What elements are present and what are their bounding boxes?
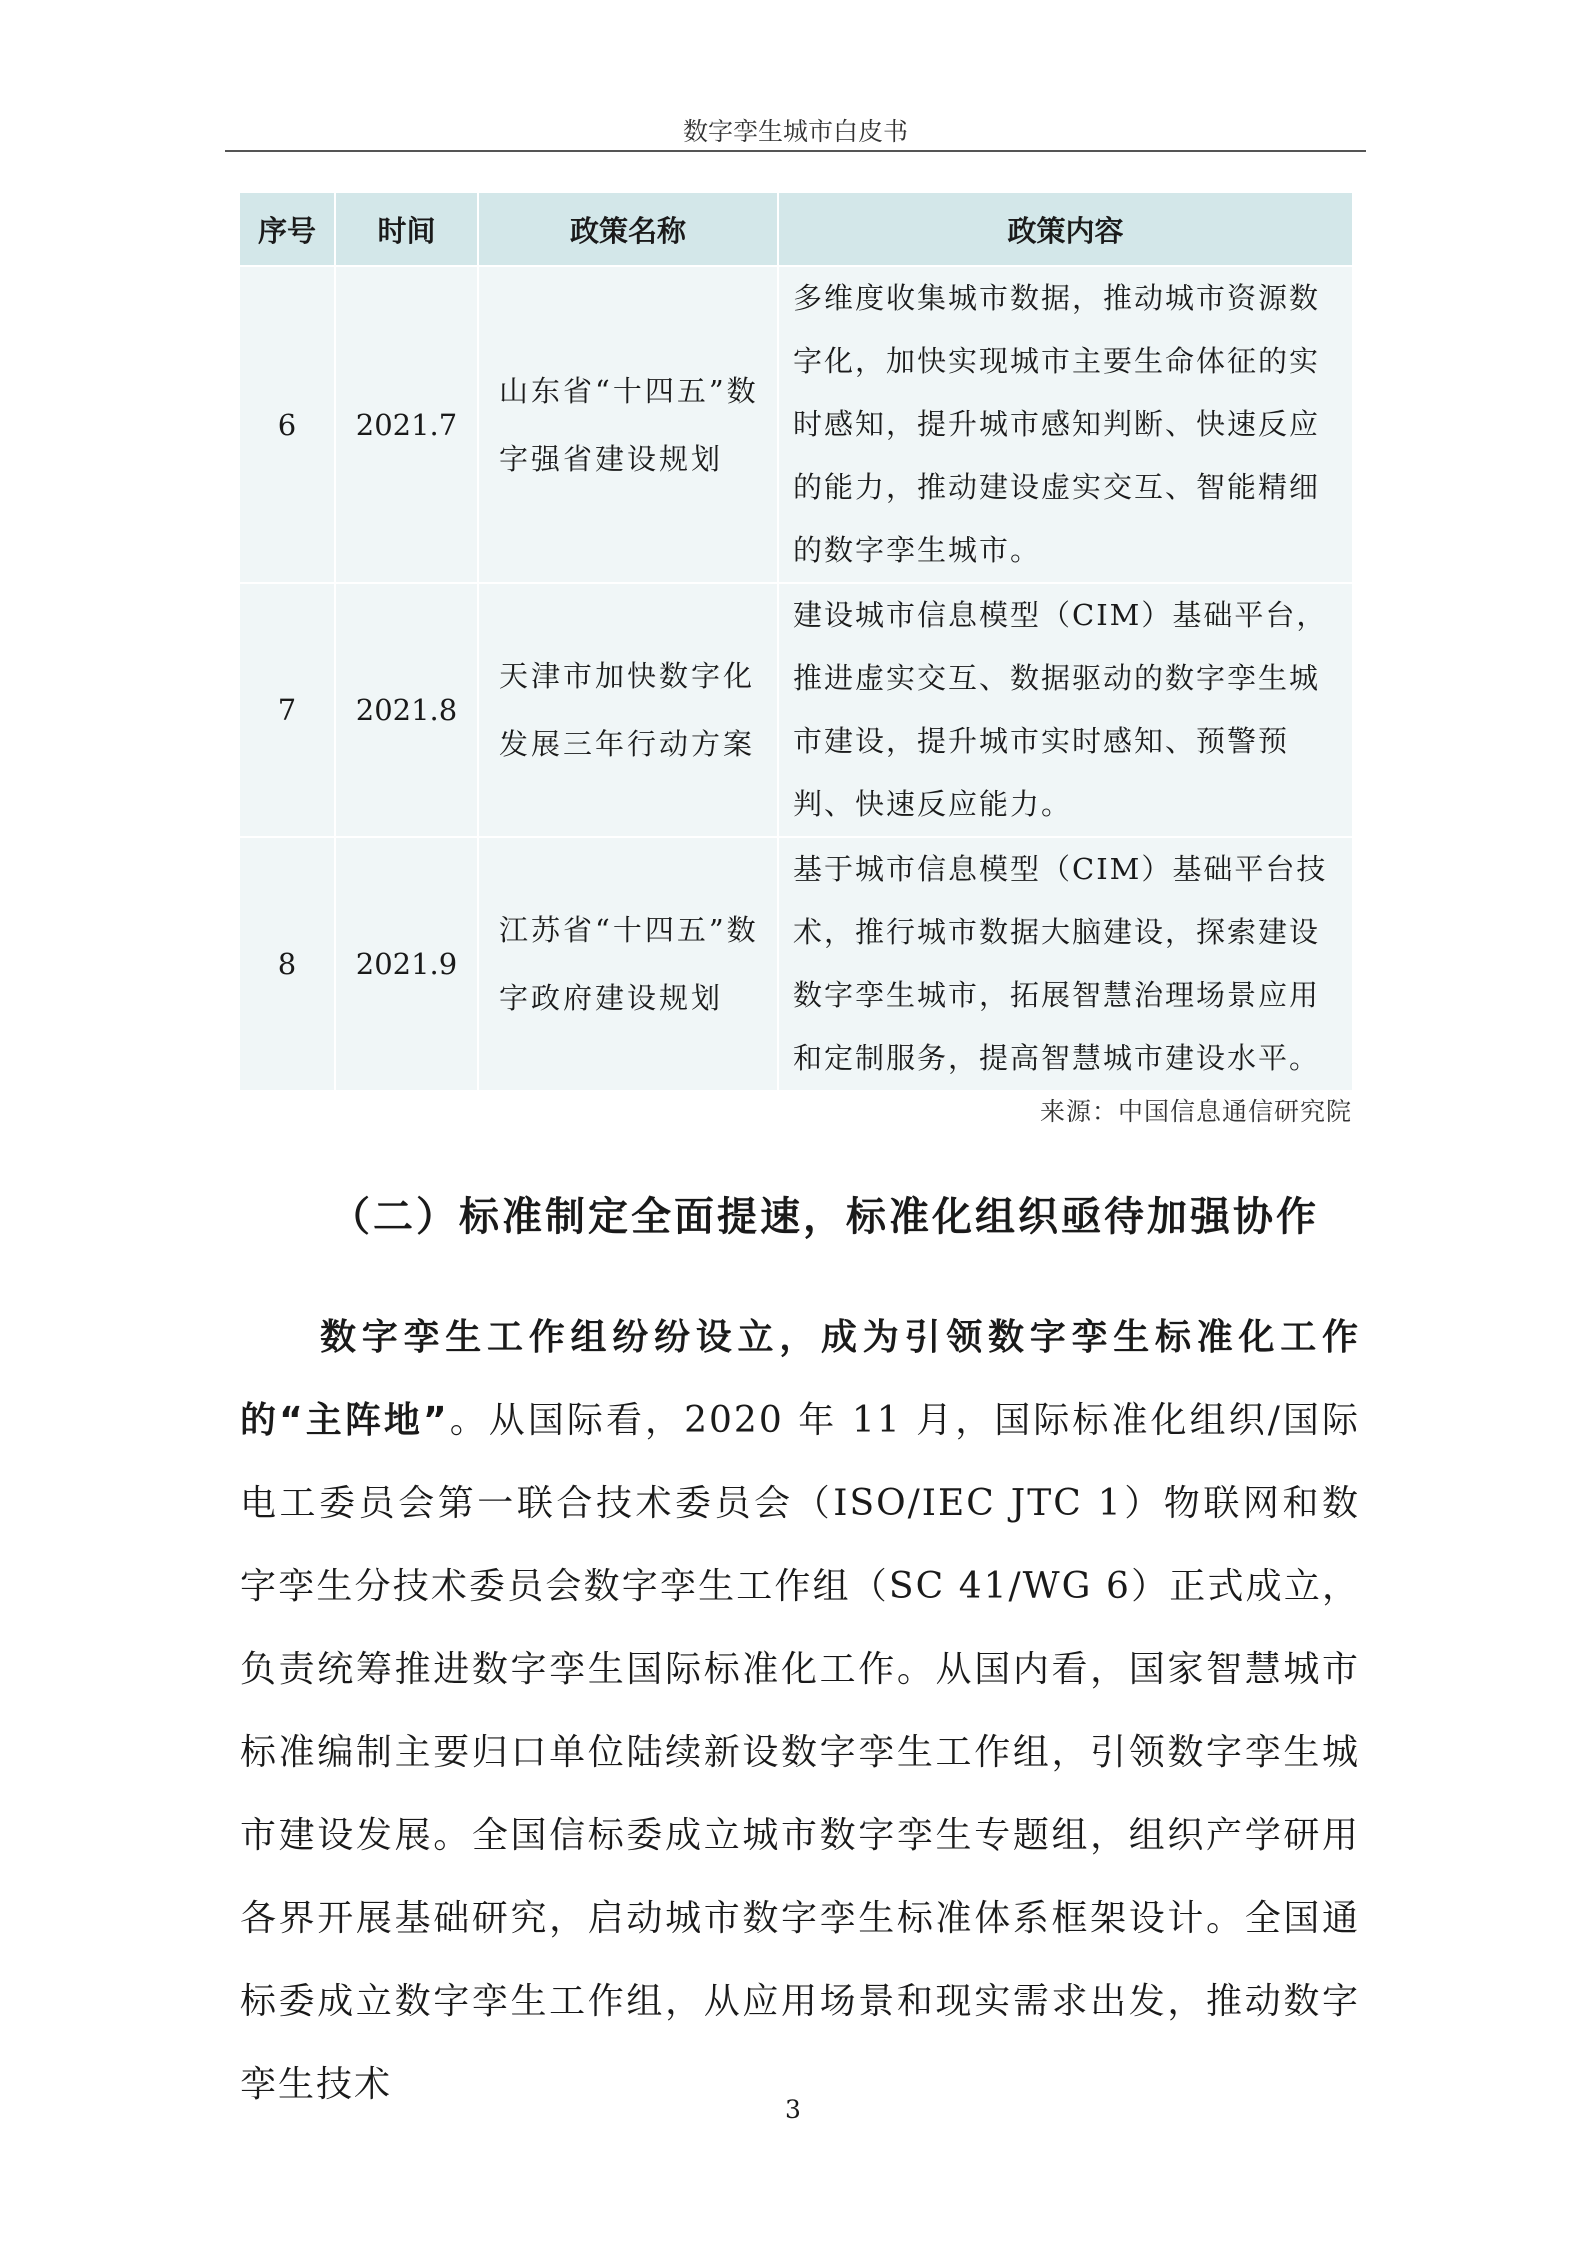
cell-policy-content: 基于城市信息模型（CIM）基础平台技术，推行城市数据大脑建设，探索建设数字孪生城市，拓展智慧治理场景应用和定制服务，提高智慧城市建设水平。 (778, 837, 1352, 1090)
col-header-policy-content: 政策内容 (778, 193, 1352, 266)
cell-date: 2021.7 (335, 266, 478, 583)
body-paragraph (240, 1296, 1360, 2126)
paragraph-lead: 数字孪生工作组纷纷设立，成为引领数字孪生标准化工作的“主阵地” (240, 1317, 1360, 1441)
col-header-number: 序号 (240, 193, 335, 266)
cell-date: 2021.8 (335, 583, 478, 837)
cell-policy-content: 多维度收集城市数据，推动城市资源数字化，加快实现城市主要生命体征的实时感知，提升城市感知判断、快速反应的能力，推动建设虚实交互、智能精细的数字孪生城市。 (778, 266, 1352, 583)
table-source: 来源：中国信息通信研究院 (1039, 1097, 1352, 1126)
table-row (240, 266, 1352, 583)
cell-policy-name: 山东省“十四五”数字强省建设规划 (478, 266, 778, 583)
cell-policy-name: 天津市加快数字化发展三年行动方案 (478, 583, 778, 837)
policy-table (240, 193, 1352, 1090)
cell-date: 2021.9 (335, 837, 478, 1090)
cell-policy-content: 建设城市信息模型（CIM）基础平台，推进虚实交互、数据驱动的数字孪生城市建设，提升城市实时感知、预警预判、快速反应能力。 (778, 583, 1352, 837)
cell-policy-name: 江苏省“十四五”数字政府建设规划 (478, 837, 778, 1090)
table-row (240, 837, 1352, 1090)
running-header: 数字孪生城市白皮书 (682, 117, 908, 146)
section-heading: （二）标准制定全面提速，标准化组织亟待加强协作 (330, 1194, 1319, 1240)
col-header-policy-name: 政策名称 (478, 193, 778, 266)
cell-number: 6 (240, 266, 335, 583)
cell-number: 7 (240, 583, 335, 837)
cell-number: 8 (240, 837, 335, 1090)
col-header-time: 时间 (335, 193, 478, 266)
paragraph-body: 。从国际看，2020 年 11 月，国际标准化组织/国际电工委员会第一联合技术委员会（ISO/IEC JTC 1）物联网和数字孪生分技术委员会数字孪生工作组（SC 41/WG 6）正式成立，负责统筹推进数字孪生国际标准化工作。从国内看，国家智慧城市标准编制主要归口单位陆续新设数字孪生工作组，引领数字孪生城市建设发展。全国信标委成立城市数字孪生专题组，组织产学研用各界开展基础研究，启动城市数字孪生标准体系框架设计。全国通标委成立数字孪生工作组，从应用场景和现实需求出发，推动数字孪生技术 (240, 1400, 1360, 2105)
page-number: 3 (785, 2095, 801, 2124)
table-header-row (240, 193, 1352, 266)
header-rule (225, 150, 1366, 152)
table-row (240, 583, 1352, 837)
